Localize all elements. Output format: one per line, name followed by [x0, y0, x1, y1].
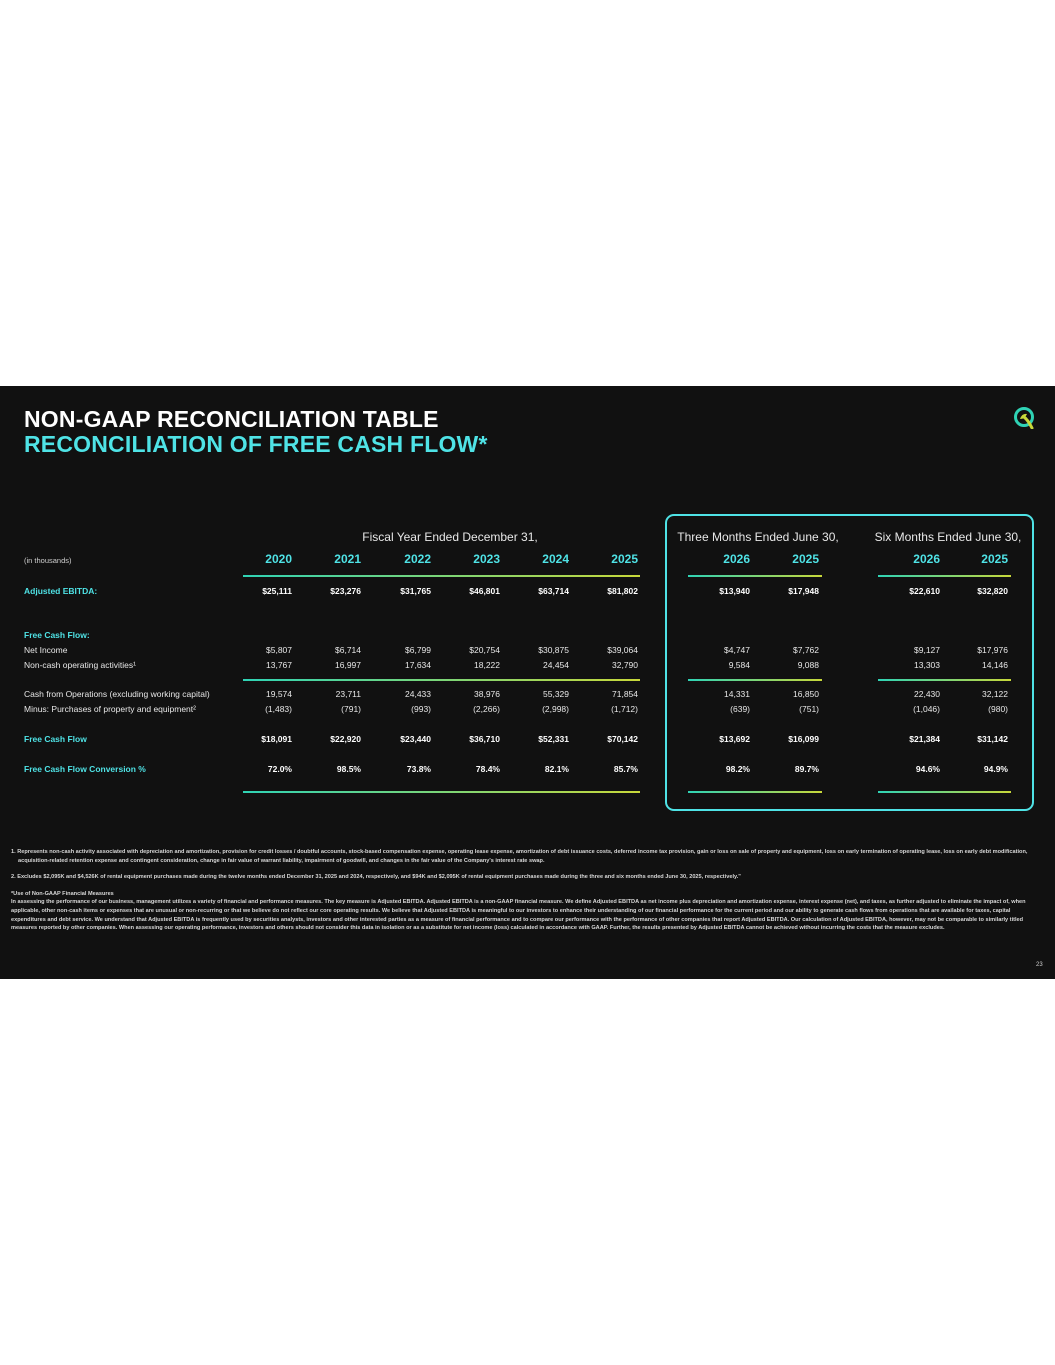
page-subtitle: RECONCILIATION OF FREE CASH FLOW* — [24, 431, 488, 457]
cell-non-cash-9: 14,146 — [982, 660, 1008, 670]
cell-non-cash-3: 18,222 — [474, 660, 500, 670]
cell-fcf-conversion-1: 98.5% — [336, 764, 361, 774]
cell-capex-0: (1,483) — [265, 704, 292, 714]
cell-net-income-6: $4,747 — [724, 645, 750, 655]
cell-fcf-7: $16,099 — [788, 734, 819, 744]
cell-fcf-9: $31,142 — [977, 734, 1008, 744]
cell-fcf-4: $52,331 — [538, 734, 569, 744]
cell-fcf-conversion-5: 85.7% — [613, 764, 638, 774]
cell-fcf-conversion-4: 82.1% — [544, 764, 569, 774]
row-label-net-income: Net Income — [24, 645, 68, 655]
cell-capex-5: (1,712) — [611, 704, 638, 714]
bottom-rule-six-months — [878, 791, 1011, 793]
cell-capex-6: (639) — [730, 704, 750, 714]
cell-fcf-conversion-7: 89.7% — [794, 764, 819, 774]
cell-net-income-9: $17,976 — [977, 645, 1008, 655]
cell-adjusted-ebitda-0: $25,111 — [262, 586, 292, 596]
cell-capex-2: (993) — [411, 704, 431, 714]
cell-fcf-2: $23,440 — [400, 734, 431, 744]
cell-adjusted-ebitda-5: $81,802 — [607, 586, 638, 596]
cell-cfo-5: 71,854 — [612, 689, 638, 699]
cell-cfo-3: 38,976 — [474, 689, 500, 699]
cell-fcf-3: $36,710 — [469, 734, 500, 744]
year-header-7: 2025 — [792, 552, 819, 566]
unit-label: (in thousands) — [24, 556, 72, 565]
cell-adjusted-ebitda-7: $17,948 — [788, 586, 819, 596]
row-label-fcf: Free Cash Flow — [24, 734, 87, 744]
cell-fcf-0: $18,091 — [261, 734, 292, 744]
cell-fcf-8: $21,384 — [909, 734, 940, 744]
cell-non-cash-1: 16,997 — [335, 660, 361, 670]
non-gaap-heading: *Use of Non-GAAP Financial Measures — [11, 890, 114, 897]
footnotes — [11, 848, 1036, 933]
row-label-cfo: Cash from Operations (excluding working capital) — [24, 689, 210, 699]
bottom-rule-three-months — [688, 791, 822, 793]
cell-fcf-conversion-9: 94.9% — [983, 764, 1008, 774]
cell-non-cash-8: 13,303 — [914, 660, 940, 670]
group-header-three-months: Three Months Ended June 30, — [677, 530, 839, 544]
cell-net-income-3: $20,754 — [469, 645, 500, 655]
cell-non-cash-4: 24,454 — [543, 660, 569, 670]
cell-cfo-6: 14,331 — [724, 689, 750, 699]
cell-capex-8: (1,046) — [913, 704, 940, 714]
cell-cfo-9: 32,122 — [982, 689, 1008, 699]
year-header-5: 2025 — [611, 552, 638, 566]
leaf-q-logo-icon — [1013, 407, 1035, 429]
cell-non-cash-0: 13,767 — [266, 660, 292, 670]
page-number: 23 — [1036, 962, 1043, 968]
year-header-6: 2026 — [723, 552, 750, 566]
cell-net-income-7: $7,762 — [793, 645, 819, 655]
cell-cfo-2: 24,433 — [405, 689, 431, 699]
cell-cfo-8: 22,430 — [914, 689, 940, 699]
cell-adjusted-ebitda-3: $46,801 — [469, 586, 500, 596]
cell-capex-3: (2,266) — [473, 704, 500, 714]
mid-rule-six-months — [878, 679, 1011, 681]
year-header-3: 2023 — [473, 552, 500, 566]
cell-adjusted-ebitda-4: $63,714 — [538, 586, 569, 596]
cell-adjusted-ebitda-2: $31,765 — [400, 586, 431, 596]
cell-fcf-conversion-3: 78.4% — [475, 764, 500, 774]
cell-cfo-1: 23,711 — [335, 689, 361, 699]
year-header-4: 2024 — [542, 552, 569, 566]
cell-fcf-conversion-2: 73.8% — [406, 764, 431, 774]
cell-fcf-1: $22,920 — [330, 734, 361, 744]
group-header-fiscal: Fiscal Year Ended December 31, — [362, 530, 538, 544]
cell-fcf-5: $70,142 — [607, 734, 638, 744]
year-header-0: 2020 — [265, 552, 292, 566]
header-rule-six-months — [878, 575, 1011, 577]
row-label-adjusted-ebitda: Adjusted EBITDA: — [24, 586, 98, 596]
cell-net-income-5: $39,064 — [607, 645, 638, 655]
bottom-rule-fiscal — [243, 791, 640, 793]
mid-rule-three-months — [688, 679, 822, 681]
cell-capex-4: (2,998) — [542, 704, 569, 714]
cell-net-income-0: $5,807 — [266, 645, 292, 655]
cell-capex-1: (791) — [341, 704, 361, 714]
year-header-2: 2022 — [404, 552, 431, 566]
cell-net-income-8: $9,127 — [914, 645, 940, 655]
row-label-capex: Minus: Purchases of property and equipment² — [24, 704, 196, 714]
cell-net-income-2: $6,799 — [405, 645, 431, 655]
cell-adjusted-ebitda-9: $32,820 — [977, 586, 1008, 596]
cell-fcf-conversion-0: 72.0% — [267, 764, 292, 774]
page-title: NON-GAAP RECONCILIATION TABLE — [24, 406, 439, 432]
header-rule-fiscal — [243, 575, 640, 577]
cell-non-cash-2: 17,634 — [405, 660, 431, 670]
cell-adjusted-ebitda-6: $13,940 — [719, 586, 750, 596]
footnote-1: 1. Represents non-cash activity associated with depreciation and amortization, provision for credit losses / doubtful accounts, stock-based compensation expense, operating lease expense, amortization of debt issuance costs, deferred income tax provision, gain or loss on sale of property and equipment, loss on early termination of operating lease, loss on early debt modification, acquisition-related retention expense and contingent consideration, change in fair value of warrant liability, impairment of goodwill, and changes in the fair value of the Company's interest rate swap. — [11, 849, 1028, 864]
cell-non-cash-6: 9,584 — [728, 660, 750, 670]
cell-net-income-1: $6,714 — [335, 645, 361, 655]
row-label-non-cash: Non-cash operating activities¹ — [24, 660, 136, 670]
group-header-six-months: Six Months Ended June 30, — [874, 530, 1022, 544]
slide — [0, 386, 1055, 979]
non-gaap-body: In assessing the performance of our business, management utilizes a variety of financial and performance measures. The key measure is Adjusted EBITDA. Adjusted EBITDA is a non-GAAP financial measure. We define Adjusted EBITDA as net income plus depreciation and amortization expense, interest expense (net), and taxes, as further adjusted to eliminate the impact of, when applicable, other non-cash items or expenses that are unusual or non-recurring or that we believe do not reflect our core operating results. We believe that Adjusted EBITDA is meaningful to our investors to enhance their understanding of our financial performance for the current period and our ability to generate cash flows from operations that are available for taxes, capital expenditures and debt service. We understand that Adjusted EBITDA is frequently used by securities analysts, investors and other interested parties as a measure of financial performance and to compare our performance with the performance of other companies that report Adjusted EBITDA. Our calculation of Adjusted EBITDA, however, may not be comparable to similarly titled measures reported by other companies. When assessing our operating performance, investors and others should not consider this data in isolation or as a substitute for net income (loss) calculated in accordance with GAAP. Further, the results presented by Adjusted EBITDA cannot be achieved without incurring the costs that the measure excludes. — [11, 899, 1026, 932]
cell-cfo-0: 19,574 — [266, 689, 292, 699]
cell-fcf-conversion-8: 94.6% — [915, 764, 940, 774]
cell-adjusted-ebitda-8: $22,610 — [909, 586, 940, 596]
cell-non-cash-7: 9,088 — [797, 660, 819, 670]
cell-capex-9: (980) — [988, 704, 1008, 714]
cell-cfo-4: 55,329 — [543, 689, 569, 699]
cell-capex-7: (751) — [799, 704, 819, 714]
cell-fcf-6: $13,692 — [719, 734, 750, 744]
row-label-fcf-conversion: Free Cash Flow Conversion % — [24, 764, 146, 774]
cell-fcf-conversion-6: 98.2% — [725, 764, 750, 774]
cell-cfo-7: 16,850 — [793, 689, 819, 699]
year-header-1: 2021 — [334, 552, 361, 566]
year-header-8: 2026 — [913, 552, 940, 566]
cell-net-income-4: $30,875 — [538, 645, 569, 655]
mid-rule-fiscal — [243, 679, 640, 681]
year-header-9: 2025 — [981, 552, 1008, 566]
cell-adjusted-ebitda-1: $23,276 — [330, 586, 361, 596]
cell-non-cash-5: 32,790 — [612, 660, 638, 670]
footnote-2: 2. Excludes $2,095K and $4,526K of rental equipment purchases made during the twelve months ended December 31, 2025 and 2024, respectively, and $94K and $2,095K of rental equipment purchases made during the three and six months ended June 30, 2025, respectively." — [11, 874, 741, 881]
row-label-free-cash-flow-header: Free Cash Flow: — [24, 630, 90, 640]
header-rule-three-months — [688, 575, 822, 577]
